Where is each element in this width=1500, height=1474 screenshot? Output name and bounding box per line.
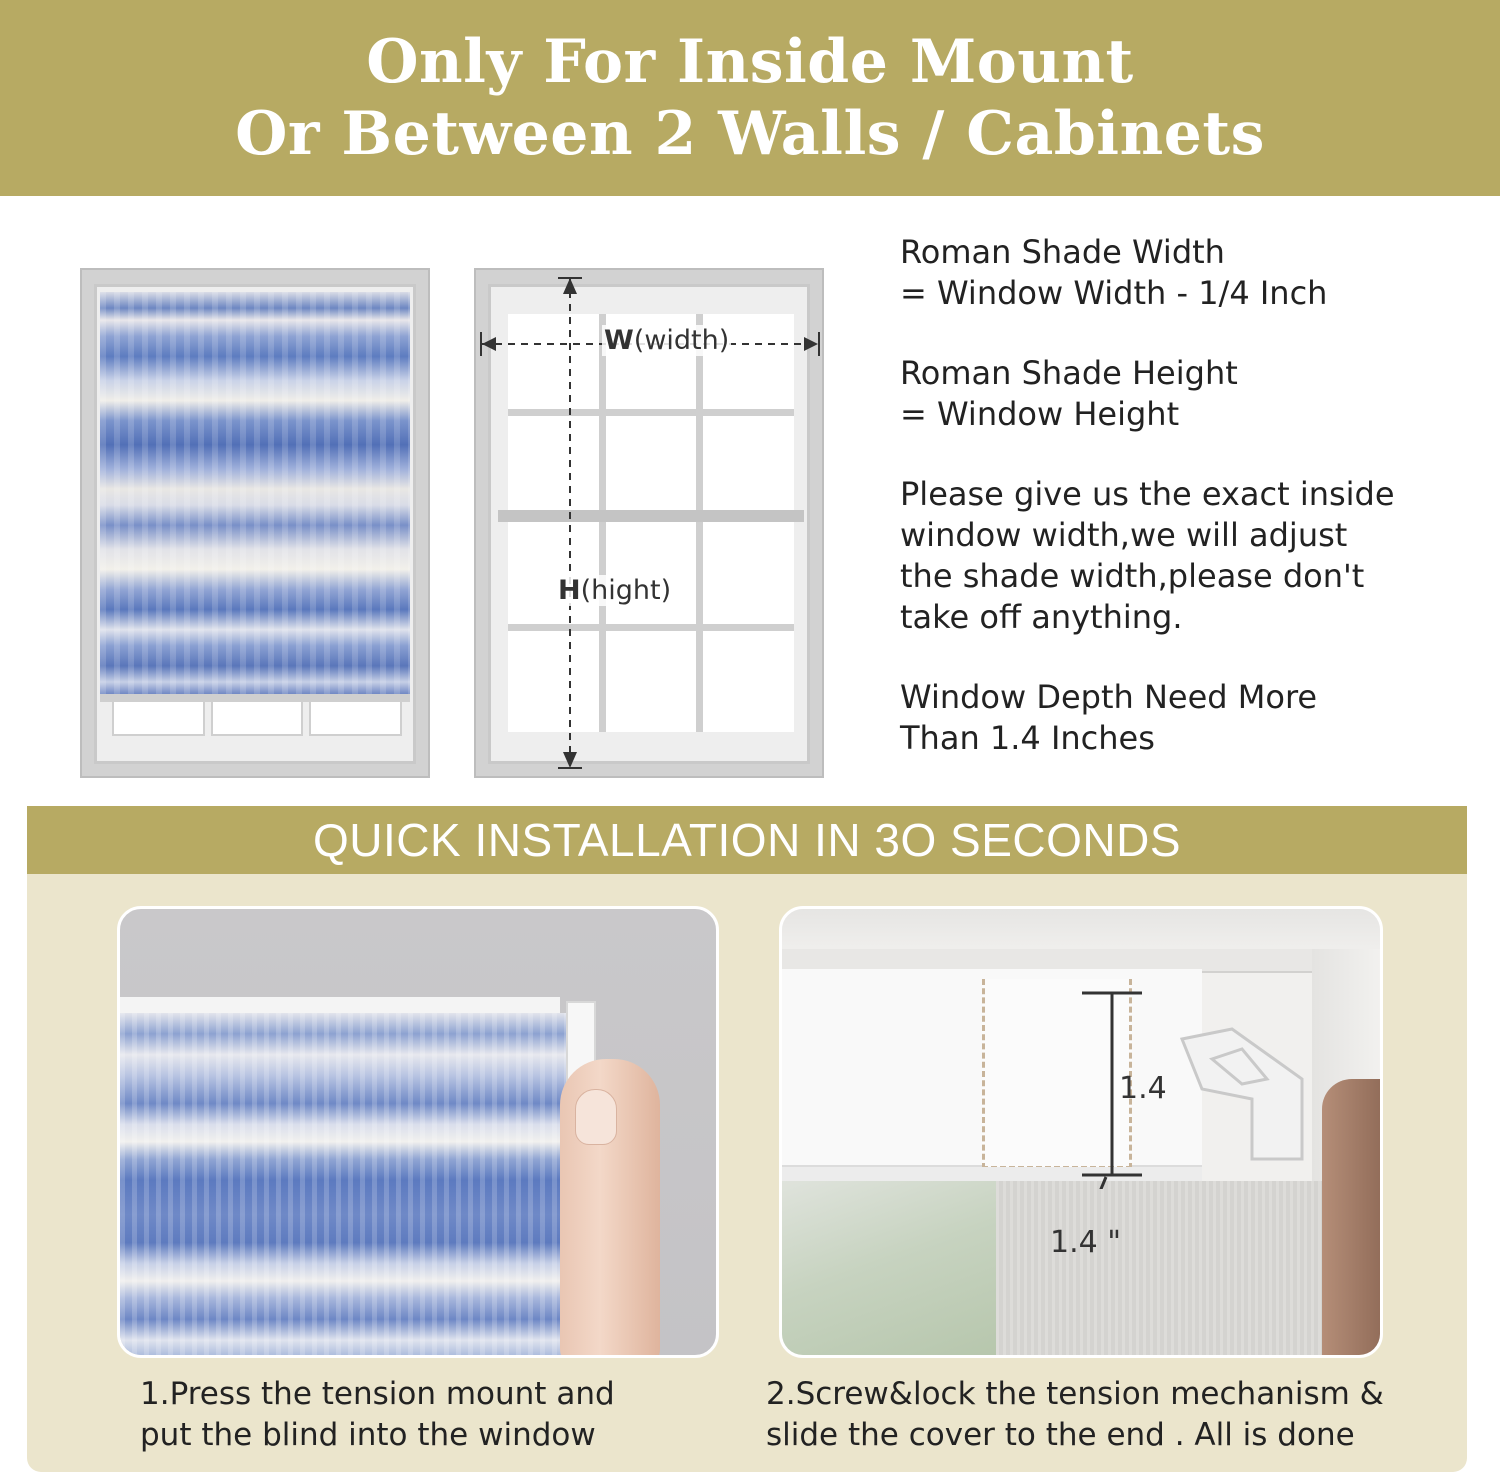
blind-fabric — [120, 1013, 568, 1358]
width-arrow-right — [804, 337, 818, 351]
arm — [1322, 1079, 1383, 1358]
shade-height-formula: = Window Height — [900, 395, 1180, 433]
depth-line: Window Depth Need More — [900, 678, 1318, 716]
step-1-caption — [140, 1374, 615, 1456]
step-2-photo — [779, 906, 1383, 1358]
width-label — [602, 325, 731, 356]
step-1-line-1: 1.Press the tension mount and — [140, 1376, 615, 1412]
exact-width-note — [900, 474, 1480, 638]
height-letter: H — [558, 575, 581, 606]
step-1-line-2: put the blind into the window — [140, 1417, 596, 1453]
note-line: window width,we will adjust — [900, 516, 1348, 554]
lower-window-panes — [112, 700, 402, 736]
height-label — [556, 575, 673, 606]
window-with-roman-shade-image — [80, 268, 430, 778]
installation-section — [27, 806, 1467, 1472]
thumb — [575, 1089, 617, 1145]
depth-label-top: 1.4 — [1119, 1071, 1167, 1106]
window-depth-note — [900, 677, 1480, 759]
step-2-line-2: slide the cover to the end . All is done — [766, 1417, 1355, 1453]
banner-title-line-2: Or Between 2 Walls / Cabinets — [235, 99, 1265, 169]
step-1-photo — [117, 906, 719, 1358]
top-banner — [0, 0, 1500, 196]
height-word: (hight) — [580, 575, 672, 606]
measurement-instructions — [900, 232, 1480, 759]
width-arrow-left — [482, 337, 496, 351]
note-line: take off anything. — [900, 598, 1183, 636]
roman-shade-fabric — [100, 292, 410, 694]
installation-title: QUICK INSTALLATION IN 3O SECONDS — [312, 814, 1181, 866]
note-line: the shade width,please don't — [900, 557, 1365, 595]
shade-width-label: Roman Shade Width — [900, 233, 1225, 271]
shade-height-label: Roman Shade Height — [900, 354, 1238, 392]
shade-height-rule — [900, 353, 1480, 435]
installation-header — [27, 806, 1467, 874]
step-2-line-1: 2.Screw&lock the tension mechanism & — [766, 1376, 1384, 1412]
height-arrow-top — [563, 278, 577, 294]
blind-fabric — [996, 1181, 1326, 1358]
depth-label-bottom: 1.4 " — [1050, 1225, 1122, 1260]
tension-mechanism-bracket — [1172, 1019, 1312, 1169]
shade-width-formula: = Window Width - 1/4 Inch — [900, 274, 1328, 312]
height-arrow-bottom — [563, 752, 577, 768]
width-word: (width) — [633, 325, 730, 356]
step-2-caption — [766, 1374, 1384, 1456]
shade-width-rule — [900, 232, 1480, 314]
banner-title-line-1: Only For Inside Mount — [366, 27, 1134, 97]
width-letter: W — [604, 325, 634, 356]
depth-line: Than 1.4 Inches — [900, 719, 1155, 757]
outside-view — [782, 1181, 996, 1358]
note-line: Please give us the exact inside — [900, 475, 1395, 513]
